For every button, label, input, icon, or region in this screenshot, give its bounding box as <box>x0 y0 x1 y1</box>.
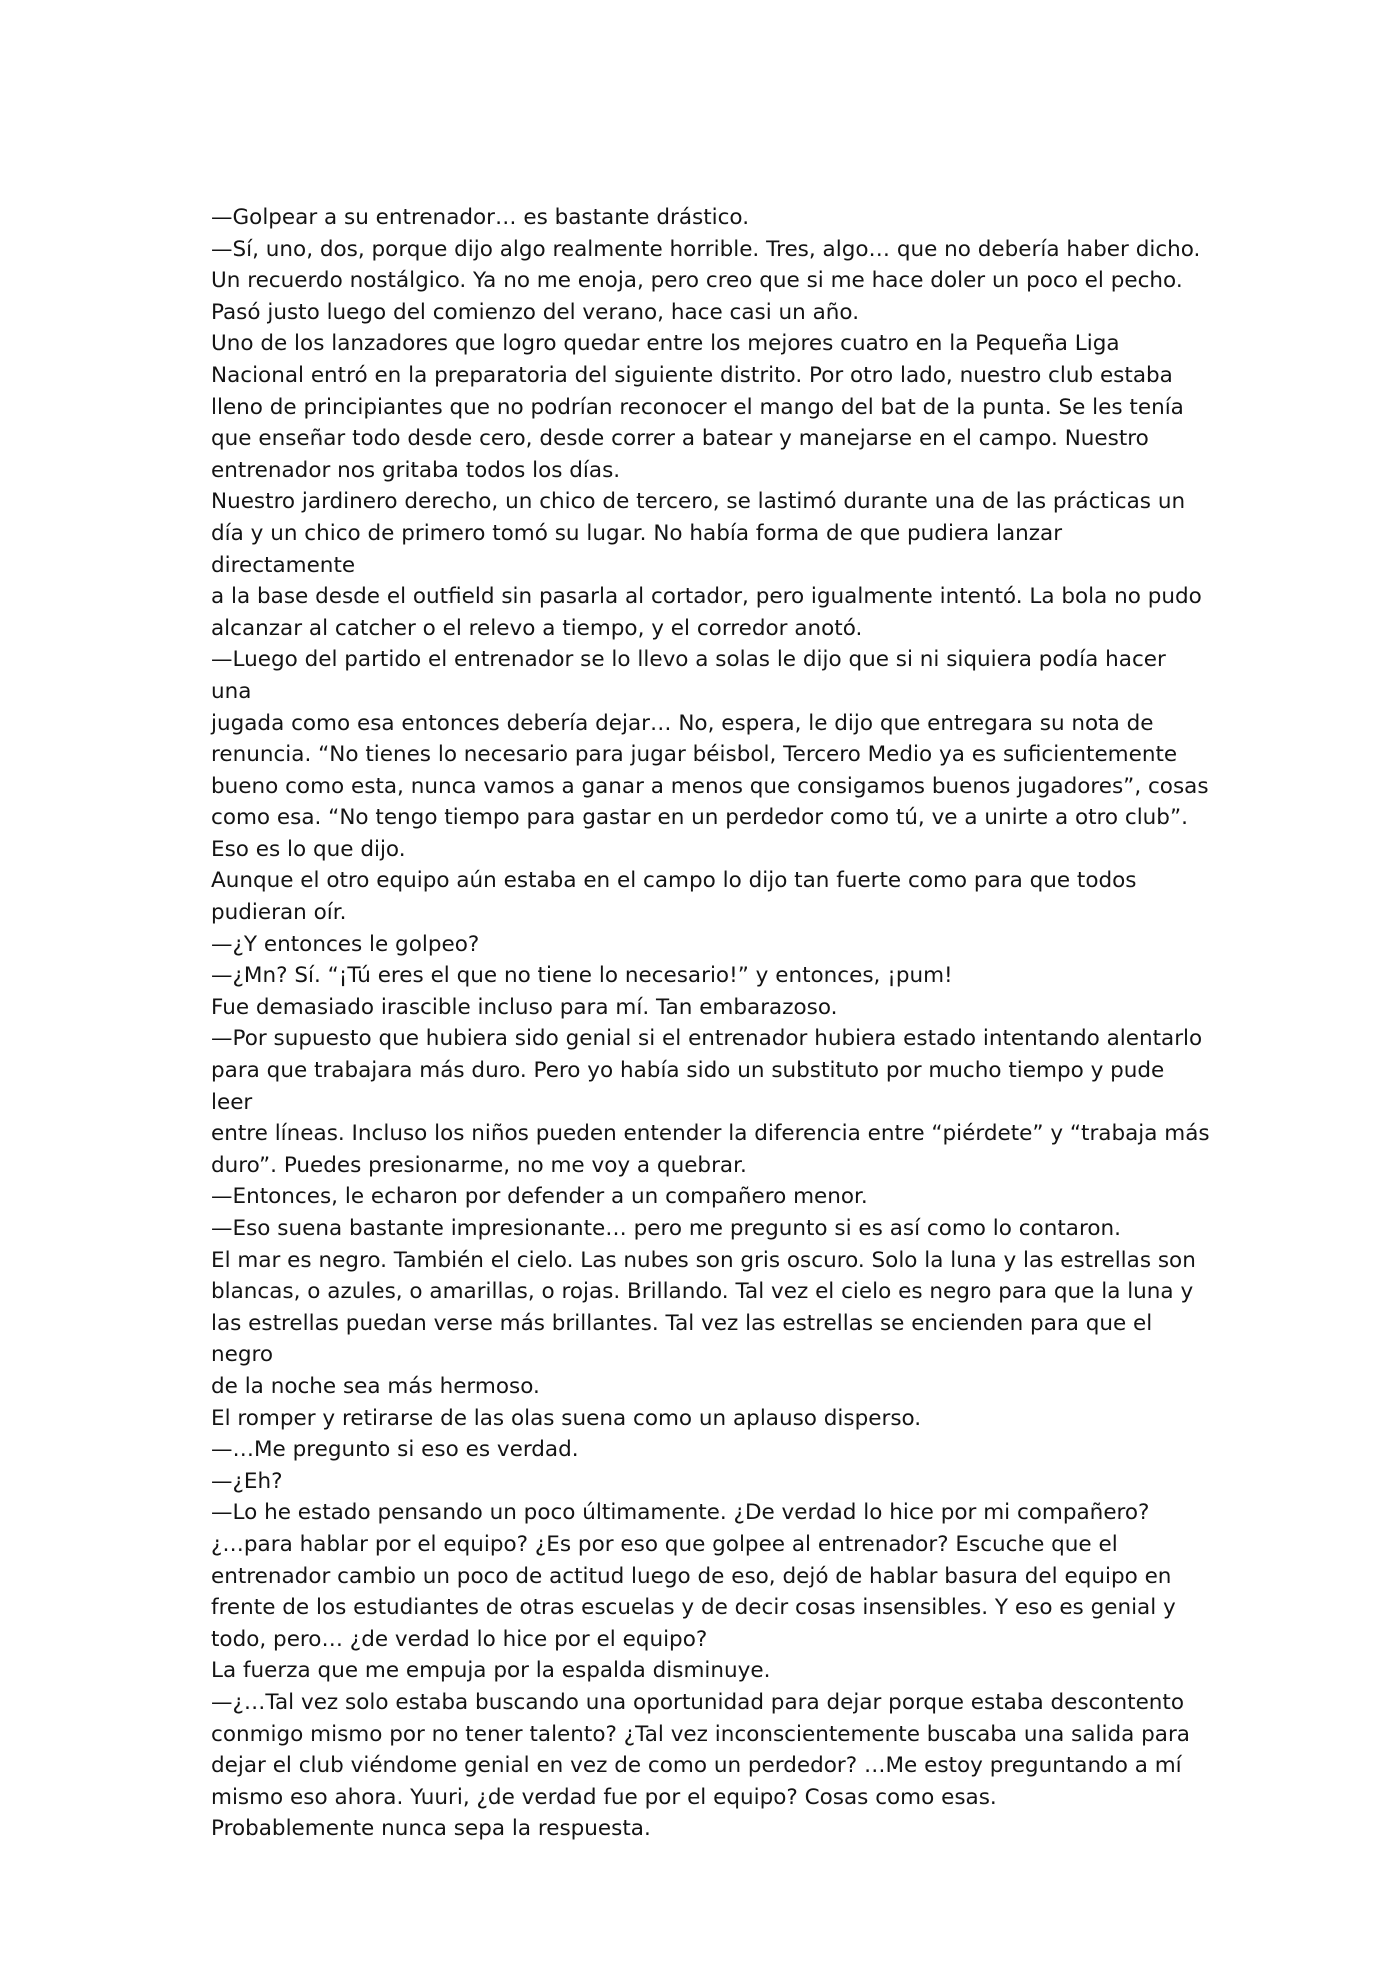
paragraph: —Entonces, le echaron por defender a un compañero menor. <box>211 1184 868 1210</box>
paragraph: —Luego del partido el entrenador se lo llevo a solas le dijo que si ni siquiera podía hacer una jugada como esa entonces debería dejar… No, espera, le dijo que entregara su nota de renuncia. “No tienes lo necesario para jugar béisbol, Tercero Medio ya es suficientemente bueno como esta, nunca vamos a ganar a menos que consigamos buenos jugadores”, cosas como esa. “No tengo tiempo para gastar en un perdedor como tú, ve a unirte a otro club”. Eso es lo que dijo. <box>211 647 1209 862</box>
paragraph: —Lo he estado pensando un poco últimamente. ¿De verdad lo hice por mi compañero? ¿…para hablar por el equipo? ¿Es por eso que golpee al entrenador? Escuche que el entrenador cambio un poco de actitud luego de eso, dejó de hablar basura del equipo en frente de los estudiantes de otras escuelas y de decir cosas insensibles. Y eso es genial y todo, pero… ¿de verdad lo hice por el equipo? <box>211 1500 1176 1652</box>
paragraph: El mar es negro. También el cielo. Las nubes son gris oscuro. Solo la luna y las estrellas son blancas, o azules, o amarillas, o rojas. Brillando. Tal vez el cielo es negro para que la luna y las estrellas puedan verse más brillantes. Tal vez las estrellas se encienden para que el negro de la noche sea más hermoso. <box>211 1247 1196 1399</box>
paragraph: —Sí, uno, dos, porque dijo algo realmente horrible. Tres, algo… que no debería haber dicho. Un recuerdo nostálgico. Ya no me enoja, pero creo que si me hace doler un poco el pecho. Pasó justo luego del comienzo del verano, hace casi un año. <box>211 236 1201 325</box>
paragraph: Probablemente nunca sepa la respuesta. <box>211 1816 651 1842</box>
paragraph: Uno de los lanzadores que logro quedar entre los mejores cuatro en la Pequeña Liga Nacional entró en la preparatoria del siguiente distrito. Por otro lado, nuestro club estaba lleno de principiantes que no podrían reconocer el mango del bat de la punta. Se les tenía que enseñar todo desde cero, desde correr a batear y manejarse en el campo. Nuestro entrenador nos gritaba todos los días. <box>211 331 1184 483</box>
paragraph: —¿Y entonces le golpeo? <box>211 931 480 957</box>
paragraph: —¿Mn? Sí. “¡Tú eres el que no tiene lo necesario!” y entonces, ¡pum! <box>211 963 953 989</box>
paragraph: —¿Eh? <box>211 1468 283 1494</box>
paragraph: —¿…Tal vez solo estaba buscando una oportunidad para dejar porque estaba descontento conmigo mismo por no tener talento? ¿Tal vez inconscientemente buscaba una salida para dejar el club viéndome genial en vez de como un perdedor? …Me estoy preguntando a mí mismo eso ahora. Yuuri, ¿de verdad fue por el equipo? Cosas como esas. <box>211 1689 1190 1810</box>
paragraph: Fue demasiado irascible incluso para mí. Tan embarazoso. <box>211 994 838 1020</box>
paragraph: Aunque el otro equipo aún estaba en el campo lo dijo tan fuerte como para que todos pudieran oír. <box>211 868 1137 926</box>
paragraph: —Eso suena bastante impresionante… pero me pregunto si es así como lo contaron. <box>211 1216 1121 1241</box>
paragraph: —Golpear a su entrenador… es bastante drástico. <box>211 205 750 230</box>
paragraph: El romper y retirarse de las olas suena como un aplauso disperso. <box>211 1405 922 1431</box>
paragraph: Nuestro jardinero derecho, un chico de tercero, se lastimó durante una de las prácticas un día y un chico de primero tomó su lugar. No había forma de que pudiera lanzar directamente a la base desde el outfield sin pasarla al cortador, pero igualmente intentó. La bola no pudo alcanzar al catcher o el relevo a tiempo, y el corredor anotó. <box>211 489 1202 641</box>
paragraph: —…Me pregunto si eso es verdad. <box>211 1437 579 1463</box>
document-body <box>211 202 1211 1845</box>
paragraph: La fuerza que me empuja por la espalda disminuye. <box>211 1658 771 1684</box>
paragraph: —Por supuesto que hubiera sido genial si el entrenador hubiera estado intentando alentarlo para que trabajara más duro. Pero yo había sido un substituto por mucho tiempo y pude leer entre líneas. Incluso los niños pueden entender la diferencia entre “piérdete” y “trabaja más duro”. Puedes presionarme, no me voy a quebrar. <box>211 1026 1210 1178</box>
